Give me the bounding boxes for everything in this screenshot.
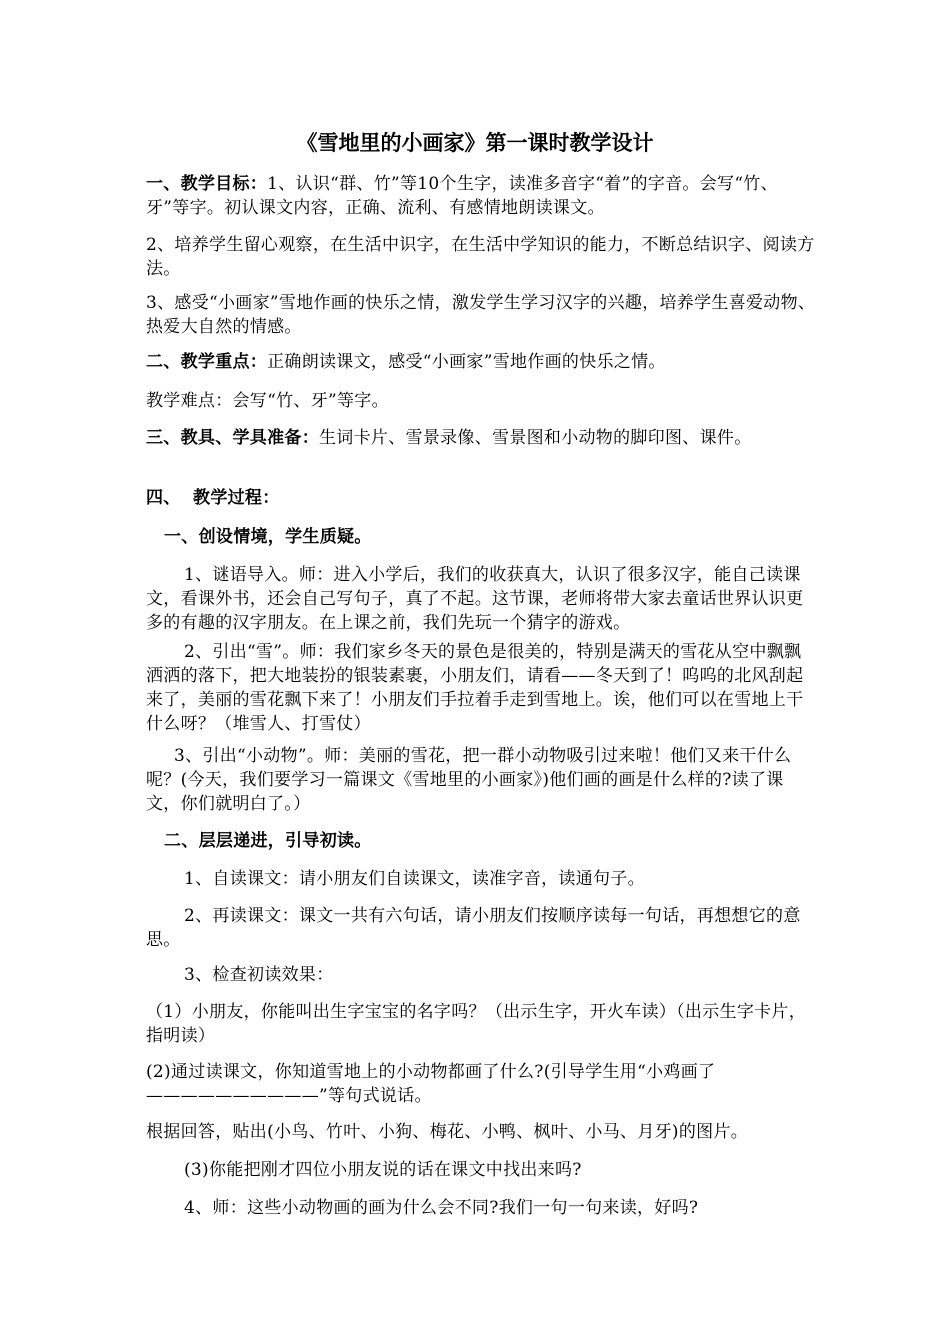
process-heading: 四、 教学过程： — [146, 488, 280, 508]
part1-heading: 一、创设情境，学生质疑。 — [164, 527, 372, 547]
part1-paragraph-3: 3、引出“小动物”。师：美丽的雪花，把一群小动物吸引过来啦！他们又来干什么呢？(今天，我们要学习一篇课文《雪地里的小画家》)他们画的画是什么样的?读了课文，你们就明白了。） — [146, 746, 792, 814]
part2-question-3: (3)你能把刚才四位小朋友说的话在课文中找出来吗? — [184, 1160, 582, 1180]
teaching-goals-paragraph — [146, 172, 816, 220]
part2-question-2: (2)通过读课文，你知道雪地上的小动物都画了什么?(引导学生用“小鸡画了——————————”等句式说话。 — [146, 1062, 716, 1106]
part2-answer: 根据回答，贴出(小鸟、竹叶、小狗、梅花、小鸭、枫叶、小马、月牙)的图片。 — [146, 1122, 749, 1142]
teaching-goals-text: 1、认识“群、竹”等10个生字，读准多音字“着”的字音。会写“竹、牙”等字。初认课文内容，正确、流利、有感情地朗读课文。 — [146, 174, 778, 218]
part2-heading: 二、层层递进，引导初读。 — [164, 831, 372, 851]
part2-paragraph-3: 3、检查初读效果： — [184, 965, 334, 985]
document-title: 《雪地里的小画家》第一课时教学设计 — [296, 131, 654, 155]
part1-paragraph-2: 2、引出“雪”。师：我们家乡冬天的景色是很美的，特别是满天的雪花从空中飘飘洒洒的落下，把大地装扮的银装素裹，小朋友们，请看——冬天到了！呜呜的北风刮起来了，美丽的雪花飘下来了！小朋友们手拉着手走到雪地上。诶，他们可以在雪地上干什么呀？（堆雪人、打雪仗） — [146, 642, 804, 734]
part2-paragraph-1: 1、自读课文：请小朋友们自读课文，读准字音，读通句子。 — [184, 869, 645, 889]
materials-paragraph — [146, 426, 816, 450]
teaching-goals-label: 一、教学目标： — [146, 174, 268, 194]
difficulty-paragraph: 教学难点：会写“竹、牙”等字。 — [146, 391, 389, 411]
materials-label: 三、教具、学具准备： — [146, 428, 319, 448]
part1-paragraph-1: 1、谜语导入。师：进入小学后，我们的收获真大，认识了很多汉字，能自己读课文，看课外书，还会自己写句子，真了不起。这节课，老师将带大家去童话世界认识更多的有趣的汉字朋友。在上课之前，我们先玩一个猜字的游戏。 — [146, 565, 804, 633]
key-points-label: 二、教学重点： — [146, 352, 268, 372]
materials-text: 生词卡片、雪景录像、雪景图和小动物的脚印图、课件。 — [319, 428, 752, 448]
part2-paragraph-2: 2、再读课文：课文一共有六句话，请小朋友们按顺序读每一句话，再想想它的意思。 — [146, 906, 801, 950]
teaching-goal-item-3: 3、感受“小画家”雪地作画的快乐之情，激发学生学习汉字的兴趣，培养学生喜爱动物、热爱大自然的情感。 — [146, 293, 816, 337]
teaching-goal-item-2: 2、培养学生留心观察，在生活中识字，在生活中学知识的能力，不断总结识字、阅读方法。 — [146, 235, 815, 279]
part2-paragraph-4: 4、师：这些小动物画的画为什么会不同?我们一句一句来读，好吗? — [184, 1198, 699, 1218]
part2-question-1: （1）小朋友，你能叫出生字宝宝的名字吗？（出示生字，开火车读）（出示生字卡片，指明读） — [146, 1002, 807, 1046]
key-points-text: 正确朗读课文，感受“小画家”雪地作画的快乐之情。 — [267, 352, 666, 372]
key-points-paragraph — [146, 350, 816, 374]
